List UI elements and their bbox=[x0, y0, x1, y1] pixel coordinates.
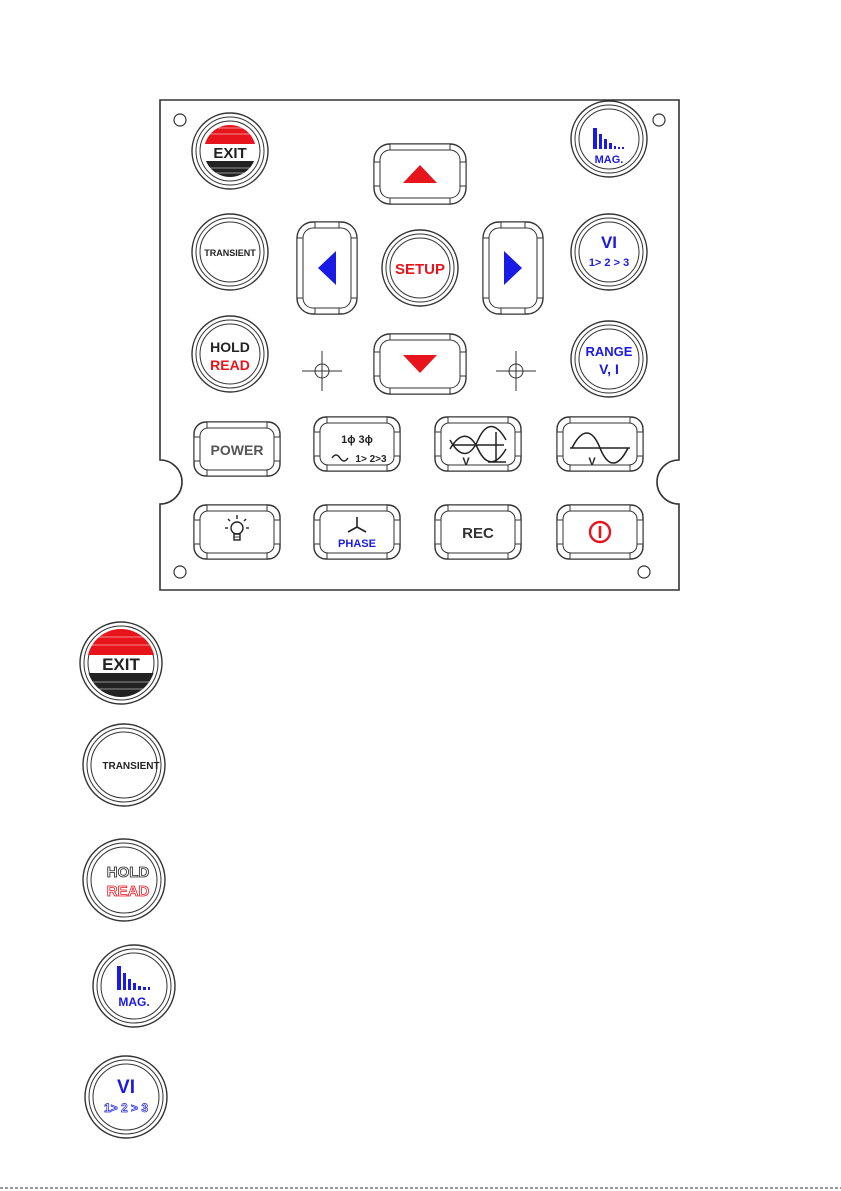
up-arrow-key[interactable] bbox=[374, 144, 466, 204]
phase-select-top: 1ϕ 3ϕ bbox=[341, 434, 373, 446]
mag-label: MAG. bbox=[594, 154, 624, 166]
harmonic-wave-icon bbox=[450, 427, 506, 463]
vi-key[interactable] bbox=[571, 214, 647, 290]
legend-bar-chart-icon bbox=[117, 966, 150, 990]
legend-vi-sequence: 1> 2 > 3 bbox=[103, 1101, 149, 1115]
phase-key[interactable] bbox=[314, 505, 400, 559]
vi-sequence: 1> 2 > 3 bbox=[588, 257, 630, 269]
legend-hold-label: HOLD bbox=[106, 864, 150, 881]
exit-label: EXIT bbox=[213, 145, 247, 162]
setup-label: SETUP bbox=[394, 261, 446, 278]
phase-select-bottom: 1> 2>3 bbox=[355, 454, 387, 465]
legend-mag-label: MAG. bbox=[118, 995, 150, 1009]
read-label: READ bbox=[210, 357, 250, 373]
down-arrow-icon bbox=[403, 355, 437, 373]
power-symbol-icon bbox=[590, 522, 610, 542]
left-arrow-key[interactable] bbox=[297, 222, 357, 314]
harmonic-key[interactable] bbox=[435, 417, 521, 471]
crosshair-right bbox=[496, 351, 536, 391]
hold-label: HOLD bbox=[210, 339, 250, 355]
left-arrow-icon bbox=[318, 251, 336, 285]
transient-label: TRANSIENT bbox=[204, 248, 256, 258]
range-key[interactable] bbox=[571, 321, 647, 397]
vi-label: VI bbox=[600, 233, 618, 252]
waveform-v-label: V bbox=[588, 456, 596, 468]
right-arrow-icon bbox=[504, 251, 522, 285]
legend-vi-label: VI bbox=[117, 1077, 135, 1098]
backlight-key[interactable] bbox=[194, 505, 280, 559]
up-arrow-icon bbox=[403, 165, 437, 183]
legend-read-label: READ bbox=[106, 883, 150, 900]
waveform-key[interactable] bbox=[557, 417, 643, 471]
range-sub-label: V, I bbox=[599, 361, 619, 377]
range-label: RANGE bbox=[585, 344, 633, 359]
light-bulb-icon bbox=[225, 515, 249, 540]
sine-wave-icon bbox=[570, 433, 630, 463]
rec-label: REC bbox=[462, 525, 494, 542]
down-arrow-key[interactable] bbox=[374, 334, 466, 394]
legend-transient-label: TRANSIENT bbox=[102, 761, 160, 772]
phase-label: PHASE bbox=[338, 538, 376, 550]
legend-exit-label: EXIT bbox=[102, 655, 140, 674]
right-arrow-key[interactable] bbox=[483, 222, 543, 314]
bar-chart-icon bbox=[593, 128, 624, 149]
sine-small-icon bbox=[332, 455, 348, 461]
harmonic-v-label: V bbox=[462, 456, 470, 468]
power-label: POWER bbox=[210, 442, 264, 458]
crosshair-left bbox=[302, 351, 342, 391]
three-phase-icon bbox=[348, 517, 366, 532]
